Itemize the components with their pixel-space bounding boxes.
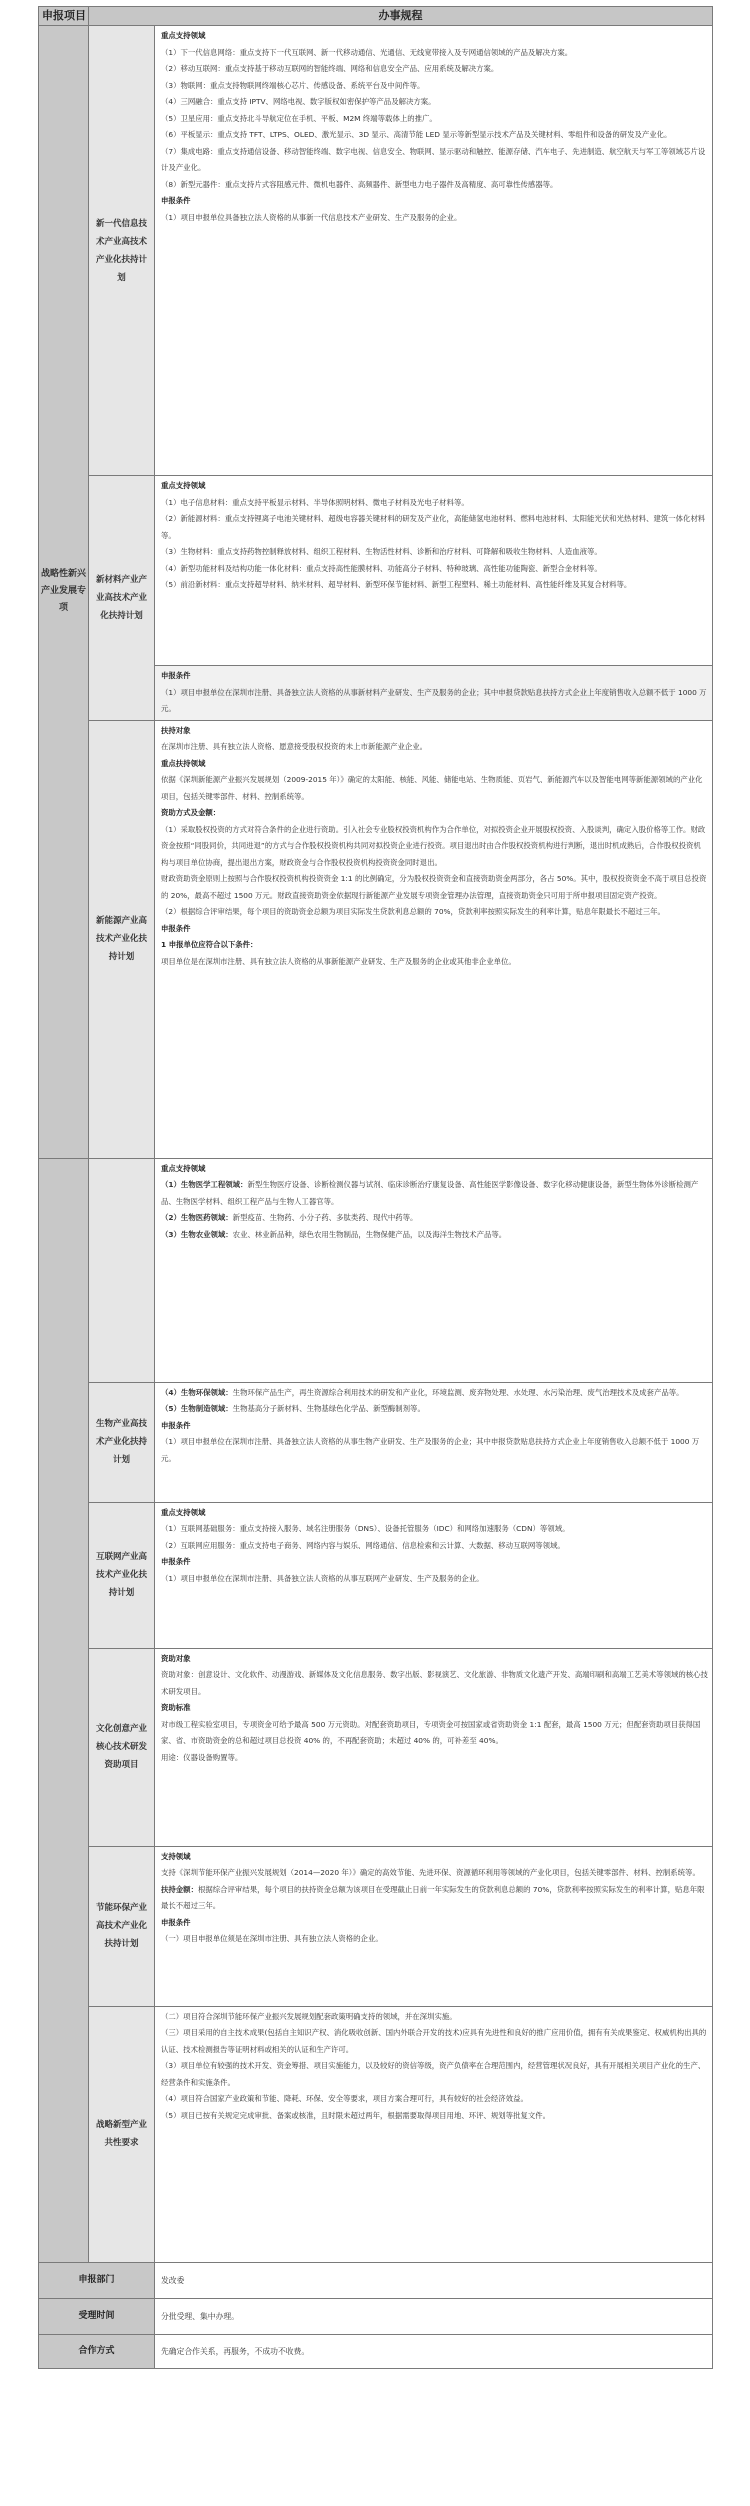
section-heading: 资助对象 bbox=[161, 1653, 191, 1663]
paragraph-line: （2）互联网应用服务：重点支持电子商务、网络内容与娱乐、网络通信、信息检索和云计算、大数据、移动互联网等领域。 bbox=[161, 1540, 565, 1550]
paragraph-line: （一）项目申报单位须是在深圳市注册、具有独立法人资格的企业。 bbox=[161, 1934, 383, 1943]
header-procedure: 办事规程 bbox=[89, 7, 713, 26]
table-row bbox=[39, 1502, 713, 1648]
bio-label-top bbox=[89, 1158, 155, 1382]
document bbox=[38, 6, 712, 2369]
culture-content bbox=[155, 1648, 713, 1846]
paragraph-line: 财政资助资金原则上按照与合作股权投资机构投资资金 1:1 的比例确定，分为股权投资资金和直接资助资金两部分，各占 50%。其中，股权投资资金不高于项目总投资的 20%，最高不超过 1500 万元。财政直接资助资金依据现行新能源产业发展专项资金管理办法管理，直接资助资金只可用于所申报项目固定资产投资。 bbox=[161, 874, 707, 900]
eco-content bbox=[155, 1846, 713, 2006]
paragraph-line: （1）项目申报单位具备独立法人资格的从事新一代信息技术产业研发、生产及服务的企业。 bbox=[161, 212, 462, 222]
culture-label: 文化创意产业核心技术研发资助项目 bbox=[89, 1648, 155, 1846]
paragraph-line: （3）项目单位有较强的技术开发、资金筹措、项目实施能力，以及较好的资信等级，资产负债率在合理范围内，经营管理状况良好，具有开展相关项目产业化的生产、经营条件和实施条件。 bbox=[161, 2061, 706, 2087]
field-lead: （5）生物制造领域： bbox=[161, 1404, 233, 1413]
field-lead: （4）生物环保领域： bbox=[161, 1387, 233, 1397]
paragraph-line: （5）卫星应用：重点支持北斗导航定位在手机、平板、M2M 终端等载体上的推广。 bbox=[161, 113, 437, 123]
table-header-row bbox=[39, 7, 713, 26]
strategic-label: 战略性新兴产业发展专项 bbox=[39, 26, 89, 1159]
paragraph-line: （1）项目申报单位在深圳市注册、具备独立法人资格的从事新材料产业研发、生产及服务的企业；其中申报贷款贴息扶持方式企业上年度销售收入总额不低于 1000 万元。 bbox=[161, 687, 707, 713]
paragraph-line: 用途：仪器设备购置等。 bbox=[161, 1752, 243, 1762]
paragraph-line: 项目单位是在深圳市注册、具有独立法人资格的从事新能源产业研发、生产及服务的企业或其他非企业单位。 bbox=[161, 956, 516, 966]
section-heading: 1 申报单位应符合以下条件： bbox=[161, 940, 258, 949]
table-row bbox=[39, 720, 713, 1158]
table-row bbox=[39, 1846, 713, 2006]
field-lead: （1）生物医学工程领域： bbox=[161, 1180, 248, 1189]
paragraph-line: （2）新能源材料：重点支持锂离子电池关键材料、超级电容器关键材料的研发及产业化，高能储氢电池材料、燃料电池材料、太阳能光伏和光热材料、建筑一体化材料等。 bbox=[161, 514, 706, 540]
paragraph-line: （二）项目符合深圳节能环保产业振兴发展规划配套政策明确支持的领域，并在深圳实施。 bbox=[161, 2011, 457, 2021]
header-project: 申报项目 bbox=[39, 7, 89, 26]
paragraph-line: （3）生物农业领域：农业、林业新品种，绿色农用生物制品，生物保健产品，以及海洋生物技术产品等。 bbox=[161, 1229, 507, 1239]
paragraph-line: （5）前沿新材料：重点支持超导材料、纳米材料、超导材料、新型环保节能材料、新型工程塑料、稀土功能材料、高性能纤维及其复合材料等。 bbox=[161, 580, 632, 589]
footer-row bbox=[39, 2298, 713, 2334]
field-lead: 扶持金额： bbox=[161, 1884, 198, 1894]
section-heading: 重点支持领域 bbox=[161, 1507, 206, 1517]
section-heading: 重点支持领域 bbox=[161, 1163, 206, 1173]
paragraph-line: 依据《深圳新能源产业振兴发展规划（2009-2015 年）》确定的太阳能、核能、风能、储能电站、生物质能、页岩气、新能源汽车以及智能电网等新能源领域的产业化项目，包括关键零部件、材料、控制系统等。 bbox=[161, 775, 703, 801]
paragraph-line: （4）三网融合：重点支持 IPTV、网络电视、数字版权如密保护等产品及解决方案。 bbox=[161, 97, 436, 106]
paragraph-line: 支持《深圳节能环保产业振兴发展规划（2014—2020 年）》确定的高效节能、先进环保、资源循环利用等领域的产业化项目，包括关键零部件、材料、控制系统等。 bbox=[161, 1868, 700, 1877]
paragraph-line: 对市级工程实验室项目，专项资金可给予最高 500 万元资助。对配套资助项目，专项资金可按国家或省资助资金 1:1 配套，最高 1500 万元；但配套资助项目获得国家、省、市资助资金的总和超过项目总投资 40% 的，不再配套资助；未超过 40% 的，可补差至 40%。 bbox=[161, 1719, 701, 1745]
footer-value-coop: 先确定合作关系，再服务，不成功不收费。 bbox=[155, 2334, 713, 2368]
paragraph-line: （4）项目符合国家产业政策和节能、降耗、环保、安全等要求，项目方案合理可行，具有较好的社会经济效益。 bbox=[161, 2094, 528, 2103]
eco-label: 节能环保产业高技术产业化扶持计划 bbox=[89, 1846, 155, 2006]
footer-label-dept: 申报部门 bbox=[39, 2262, 155, 2298]
procedure-table bbox=[38, 6, 713, 2369]
footer-label-coop: 合作方式 bbox=[39, 2334, 155, 2368]
table-row bbox=[39, 2006, 713, 2262]
paragraph-line: （4）生物环保领域：生物环保产品生产，再生资源综合利用技术的研发和产业化，环境监测、废弃物处理、水处理、水污染治理、废气治理技术及成套产品等。 bbox=[161, 1387, 684, 1397]
section-heading: 申报条件 bbox=[161, 1420, 191, 1430]
paragraph-line: （3）生物材料：重点支持药物控制释放材料、组织工程材料、生物活性材料、诊断和治疗材料、可降解和吸收生物材料、人造血液等。 bbox=[161, 547, 602, 556]
table-row bbox=[39, 1648, 713, 1846]
it-label: 新一代信息技术产业高技术产业化扶持计划 bbox=[89, 26, 155, 476]
field-lead: （2）生物医药领域： bbox=[161, 1213, 233, 1222]
section-heading: 申报条件 bbox=[161, 1557, 191, 1566]
internet-content bbox=[155, 1502, 713, 1648]
paragraph-line: 扶持金额：根据综合评审结果，每个项目的扶持资金总额为该项目在受理截止日前一年实际发生的贷款利息总额的 70%，贷款利率按照实际发生的利率计算，贴息年限最长不超过三年。 bbox=[161, 1884, 705, 1910]
table-row bbox=[39, 476, 713, 666]
paragraph-line: （4）新型功能材料及结构功能一体化材料：重点支持高性能膜材料、功能高分子材料、特种玻璃、高性能功能陶瓷、新型合金材料等。 bbox=[161, 563, 602, 573]
section-heading: 申报条件 bbox=[161, 1917, 191, 1927]
energy-content bbox=[155, 720, 713, 1158]
paragraph-line: （7）集成电路：重点支持通信设备、移动智能终端、数字电视、信息安全、物联网、显示驱动和触控、能源存储、汽车电子、先进制造、航空航天与军工等领域芯片设计及产业化。 bbox=[161, 146, 706, 172]
paragraph-line: （三）项目采用的自主技术成果(包括自主知识产权、消化吸收创新、国内外联合开发的技术)应具有先进性和良好的推广应用价值，拥有有关成果鉴定、权威机构出具的认证、技术检测报告等证明材料或相关的认证和生产许可。 bbox=[161, 2028, 707, 2054]
bio-content bbox=[155, 1158, 713, 1382]
footer-value-time: 分批受理、集中办理。 bbox=[155, 2298, 713, 2334]
paragraph-line: （2）移动互联网：重点支持基于移动互联网的智能终端、网络和信息安全产品、应用系统及解决方案。 bbox=[161, 64, 499, 73]
section-heading: 申报条件 bbox=[161, 923, 191, 933]
table-row bbox=[39, 1158, 713, 1382]
paragraph-line: （2）生物医药领域：新型疫苗、生物药、小分子药、多肽类药、现代中药等。 bbox=[161, 1213, 418, 1222]
table-row bbox=[39, 26, 713, 476]
bio-label: 生物产业高技术产业化扶持计划 bbox=[89, 1382, 155, 1502]
section-heading: 扶持对象 bbox=[161, 725, 191, 735]
section-heading: 重点支持领域 bbox=[161, 31, 206, 40]
footer-label-time: 受理时间 bbox=[39, 2298, 155, 2334]
strategic-label-cont bbox=[39, 1158, 89, 2262]
paragraph-line: （3）物联网：重点支持物联网终端核心芯片、传感设备、系统平台及中间件等。 bbox=[161, 80, 425, 90]
footer-value-dept: 发改委 bbox=[155, 2262, 713, 2298]
section-heading: 重点支持领域 bbox=[161, 481, 206, 490]
newmat-content bbox=[155, 476, 713, 666]
newmat-cond-content bbox=[155, 666, 713, 721]
section-heading: 申报条件 bbox=[161, 196, 191, 205]
field-lead: （3）生物农业领域： bbox=[161, 1229, 233, 1239]
section-heading: 支持领域 bbox=[161, 1851, 191, 1861]
internet-label: 互联网产业高技术产业化扶持计划 bbox=[89, 1502, 155, 1648]
section-heading: 申报条件 bbox=[161, 671, 191, 680]
newmat-label: 新材料产业产业高技术产业化扶持计划 bbox=[89, 476, 155, 721]
paragraph-line: （1）下一代信息网络：重点支持下一代互联网、新一代移动通信、光通信、无线宽带接入及专网通信领域的产品及解决方案。 bbox=[161, 47, 573, 57]
common-content bbox=[155, 2006, 713, 2262]
paragraph-line: （2）根据综合评审结果，每个项目的资助资金总额为项目实际发生贷款利息总额的 70%，贷款利率按照实际发生的利率计算，贴息年限最长不超过三年。 bbox=[161, 907, 665, 916]
section-heading: 资助方式及金额： bbox=[161, 808, 221, 817]
section-heading: 资助标准 bbox=[161, 1703, 191, 1712]
common-label: 战略新型产业共性要求 bbox=[89, 2006, 155, 2262]
paragraph-line: （1）互联网基础服务：重点支持接入服务、域名注册服务（DNS）、设备托管服务（IDC）和网络加速服务（CDN）等领域。 bbox=[161, 1524, 570, 1533]
paragraph-line: （1）生物医学工程领域：新型生物医疗设备、诊断检测仪器与试剂、临床诊断治疗康复设备、高性能医学影像设备、数字化移动健康设备，新型生物体外诊断检测产品、生物医学材料、组织工程产品与生物人工器官等。 bbox=[161, 1180, 699, 1206]
section-heading: 重点扶持领域 bbox=[161, 758, 206, 768]
paragraph-line: （1）采取股权投资的方式对符合条件的企业进行资助。引入社会专业股权投资机构作为合作单位，对拟投资企业开展股权投资、入股谈判，确定入股价格等工作。财政资金按照“同股同价，共同进退”的方式与合作股权投资机构共同对拟投资企业进行投资。项目退出时由合作股权投资机构进行判断，退出时机成熟后，合作股权投资机构与项目单位协商，提出退出方案，财政资金与合作股权投资机构投资资金同时退出。 bbox=[161, 824, 706, 867]
paragraph-line: （1）项目申报单位在深圳市注册、具备独立法人资格的从事生物产业研发、生产及服务的企业；其中申报贷款贴息扶持方式企业上年度销售收入总额不低于 1000 万元。 bbox=[161, 1437, 700, 1463]
footer-row bbox=[39, 2334, 713, 2368]
footer-row bbox=[39, 2262, 713, 2298]
paragraph-line: （8）新型元器件：重点支持片式容阻感元件、微机电器件、高频器件、新型电力电子器件及高精度、高可靠性传感器等。 bbox=[161, 179, 558, 189]
paragraph-line: （5）生物制造领域：生物基高分子新材料、生物基绿色化学品、新型酶制剂等。 bbox=[161, 1404, 425, 1413]
bio-content-2 bbox=[155, 1382, 713, 1502]
paragraph-line: （6）平板显示：重点支持 TFT、LTPS、OLED、激光显示、3D 显示、高清节能 LED 显示等新型显示技术产品及关键材料、零组件和设备的研发及产业化。 bbox=[161, 130, 672, 139]
paragraph-line: 资助对象：创意设计、文化软件、动漫游戏、新媒体及文化信息服务、数字出版、影视演艺、文化旅游、非物质文化遗产开发、高端印刷和高端工艺美术等领域的核心技术研发项目。 bbox=[161, 1670, 708, 1696]
paragraph-line: （5）项目已按有关规定完成审批、备案或核准，且时限未超过两年，根据需要取得项目用地、环评、规划等批复文件。 bbox=[161, 2110, 551, 2120]
it-content bbox=[155, 26, 713, 476]
table-row bbox=[39, 1382, 713, 1502]
paragraph-line: （1）项目申报单位在深圳市注册、具备独立法人资格的从事互联网产业研发、生产及服务的企业。 bbox=[161, 1573, 484, 1583]
paragraph-line: 在深圳市注册、具有独立法人资格、愿意接受股权投资的未上市新能源产业企业。 bbox=[161, 742, 428, 751]
energy-label: 新能源产业高技术产业化扶持计划 bbox=[89, 720, 155, 1158]
paragraph-line: （1）电子信息材料：重点支持平板显示材料、半导体照明材料、微电子材料及光电子材料等。 bbox=[161, 497, 469, 507]
